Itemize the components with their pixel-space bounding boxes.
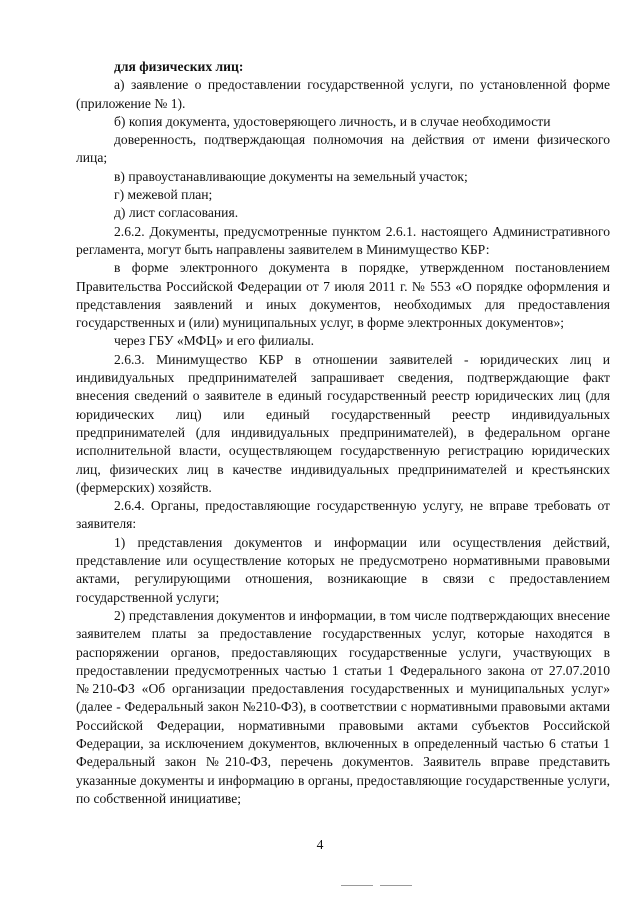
scan-artifact-line	[341, 885, 373, 886]
paragraph: 1) представления документов и информации или осуществления действий, представление или осуществление которых не предусмотрено нормативными правовыми актами, регулирующими отношения, возникающие в связи с предоставлением государственной услуги;	[76, 534, 610, 605]
paragraph: доверенность, подтверждающая полномочия на действия от имени физического лица;	[76, 132, 610, 166]
paragraph: через ГБУ «МФЦ» и его филиалы.	[114, 333, 315, 349]
section-heading: для физических лиц:	[114, 59, 244, 74]
paragraph: 2) представления документов и информации, в том числе подтверждающих внесение заявителем платы за предоставление государственных услуг, которые находятся в распоряжении органов, предоставляющих государственные услуги, участвующих в предоставлении предусмотренных частью 1 статьи 1 Федерального закона от 27.07.2010 №210-ФЗ «Об организации предоставления государственных и муниципальных услуг» (далее - Федеральный закон №210-ФЗ), в соответствии с нормативными правовыми актами Российской Федерации, нормативными правовыми актами субъектов Российской Федерации, за исключением документов, включенных в определенный частью 6 статьи 1 Федеральный закон №210-ФЗ, перечень документов. Заявитель вправе представить указанные документы и информацию в органы, предоставляющие государственные услуги, по собственной инициативе;	[76, 607, 610, 806]
scan-artifact-line	[380, 885, 412, 886]
document-body	[76, 58, 610, 808]
paragraph: в форме электронного документа в порядке, утвержденном постановлением Правительства Российской Федерации от 7 июля 2011 г. № 553 «О порядке оформления и представления заявлений и иных документов, необходимых для предоставления государственных и (или) муниципальных услуг, в форме электронных документов»;	[76, 260, 610, 331]
paragraph: в) правоустанавливающие документы на земельный участок;	[114, 168, 468, 184]
paragraph: д) лист согласования.	[114, 205, 239, 221]
paragraph: б) копия документа, удостоверяющего личность, и в случае необходимости	[114, 113, 551, 129]
page-number: 4	[316, 837, 324, 852]
paragraph: 2.6.4. Органы, предоставляющие государственную услугу, не вправе требовать от заявителя:	[76, 498, 610, 532]
paragraph: 2.6.2. Документы, предусмотренные пунктом 2.6.1. настоящего Административного регламента, могут быть направлены заявителем в Минимущество КБР:	[76, 223, 610, 257]
paragraph: 2.6.3. Минимущество КБР в отношении заявителей - юридических лиц и индивидуальных предпринимателей запрашивает сведения, подтверждающие факт внесения сведений о заявителе в единый государственный реестр юридических лиц (для юридических лиц) или единый государственный реестр индивидуальных предпринимателей (для индивидуальных предпринимателей), в федеральном органе исполнительной власти, осуществляющем государственную регистрацию юридических лиц, физических лиц в качестве индивидуальных предпринимателей и крестьянских (фермерских) хозяйств.	[76, 351, 610, 495]
paragraph: а) заявление о предоставлении государственной услуги, по установленной форме (приложение № 1).	[76, 77, 610, 111]
paragraph: г) межевой план;	[114, 187, 213, 203]
